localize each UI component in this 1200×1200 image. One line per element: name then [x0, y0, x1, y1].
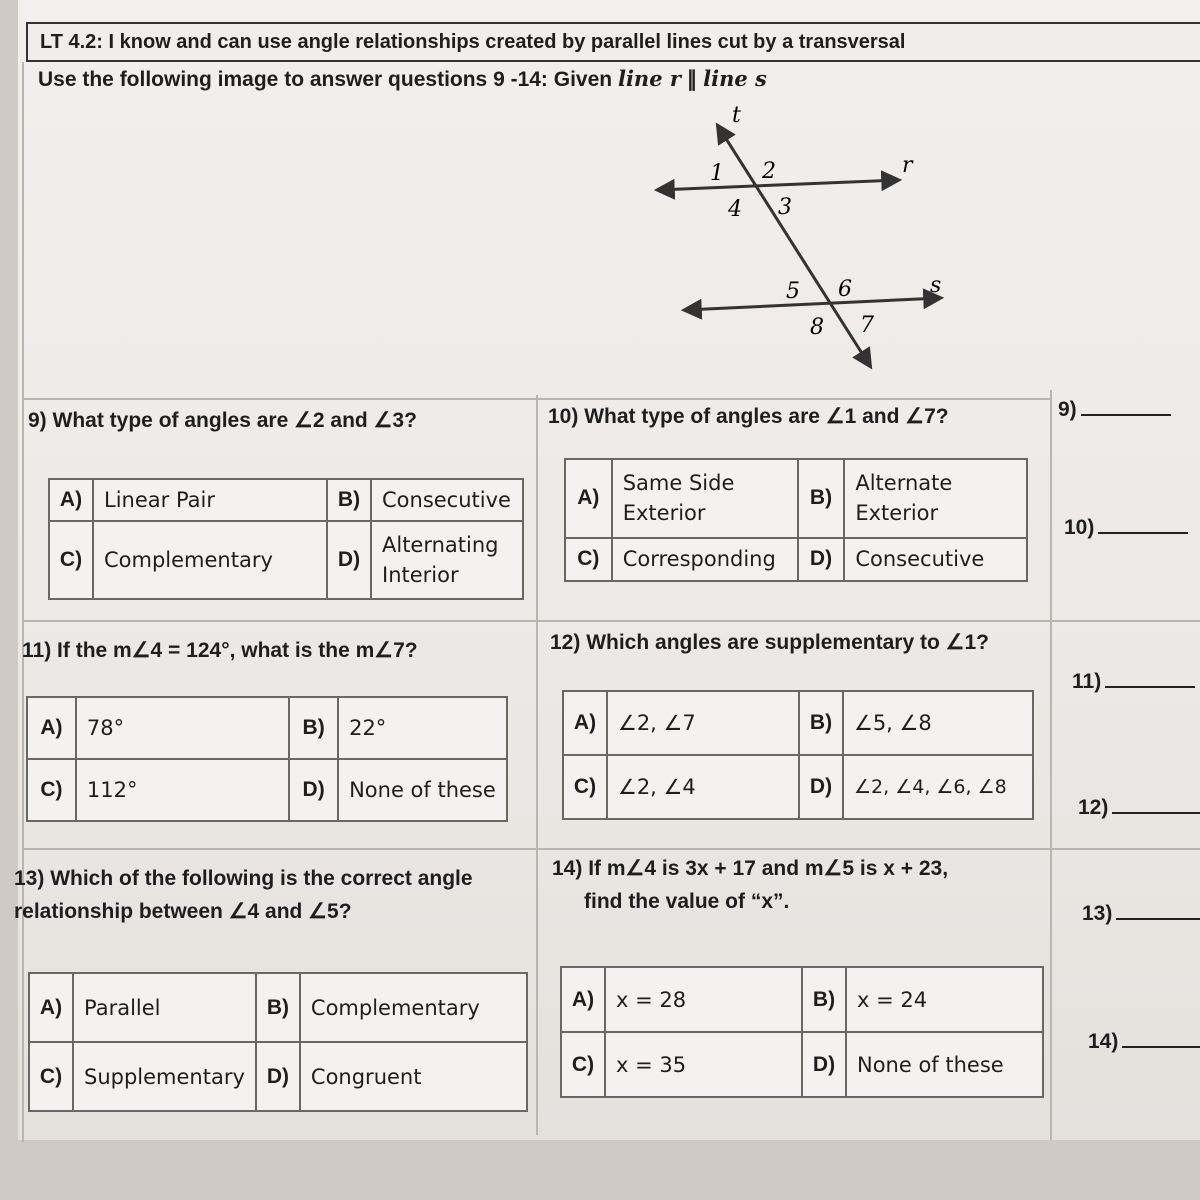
answer-line-12[interactable] [1112, 811, 1200, 814]
q11-choice-b-letter[interactable]: B) [289, 697, 338, 759]
q11-choice-c-letter[interactable]: C) [27, 759, 76, 821]
answer-blank-10[interactable] [1064, 516, 1188, 540]
q10-choice-d-letter[interactable]: D) [798, 538, 845, 581]
question-13 [14, 862, 473, 928]
answer-blank-13[interactable] [1082, 902, 1200, 926]
q14-choice-b-letter[interactable]: B) [802, 967, 846, 1032]
q11-choice-d-letter[interactable]: D) [289, 759, 338, 821]
answer-label-10: 10) [1064, 516, 1095, 539]
instructions [38, 62, 767, 96]
answer-line-11[interactable] [1105, 685, 1195, 688]
q10-choice-c[interactable]: Corresponding [612, 538, 798, 581]
question-13-number: 13) [14, 867, 45, 890]
angle-label-4: 4 [728, 197, 742, 222]
q12-choice-a-letter[interactable]: A) [563, 691, 607, 755]
answer-line-9[interactable] [1081, 413, 1171, 416]
angle-label-3: 3 [778, 195, 792, 220]
question-9-choices [48, 478, 524, 600]
line-r-text: line r [617, 66, 681, 91]
answer-label-14: 14) [1088, 1030, 1119, 1053]
q13-choice-a-letter[interactable]: A) [29, 973, 73, 1042]
q11-choice-d[interactable]: None of these [338, 759, 507, 821]
q12-choice-d-letter[interactable]: D) [799, 755, 843, 819]
q14-choice-d[interactable]: None of these [846, 1032, 1043, 1097]
q13-choice-d[interactable]: Congruent [300, 1042, 527, 1111]
question-13-choices [28, 972, 528, 1112]
question-14-number: 14) [552, 857, 583, 880]
q9-choice-a-letter[interactable]: A) [49, 479, 93, 521]
q10-choice-b-letter[interactable]: B) [798, 459, 845, 538]
question-14-text-line-2: find the value of “x”. [584, 890, 790, 913]
question-12-choices [562, 690, 1034, 820]
question-11-choices [26, 696, 508, 822]
question-10-text: What type of angles are ∠1 and ∠7? [584, 405, 949, 428]
q9-choice-b[interactable]: Consecutive [371, 479, 523, 521]
row-divider-2 [22, 620, 1200, 622]
q10-choice-a-letter[interactable]: A) [565, 459, 612, 538]
angle-label-5: 5 [786, 279, 800, 304]
answer-label-12: 12) [1078, 796, 1109, 819]
q14-choice-a-letter[interactable]: A) [561, 967, 605, 1032]
q12-choice-c-letter[interactable]: C) [563, 755, 607, 819]
q11-choice-a-letter[interactable]: A) [27, 697, 76, 759]
q14-choice-d-letter[interactable]: D) [802, 1032, 846, 1097]
q11-choice-b[interactable]: 22° [338, 697, 507, 759]
question-10 [548, 400, 949, 433]
instructions-prefix: Use the following image to answer questions 9 -14: Given [38, 68, 613, 91]
q13-choice-b[interactable]: Complementary [300, 973, 527, 1042]
answer-line-14[interactable] [1122, 1045, 1200, 1048]
q13-choice-c[interactable]: Supplementary [73, 1042, 256, 1111]
question-12 [550, 626, 989, 659]
q14-choice-c-letter[interactable]: C) [561, 1032, 605, 1097]
q12-choice-a[interactable]: ∠2, ∠7 [607, 691, 799, 755]
left-margin-line [22, 62, 24, 1142]
q9-choice-d[interactable]: Alternating Interior [371, 521, 523, 599]
q13-choice-a[interactable]: Parallel [73, 973, 256, 1042]
question-9-text: What type of angles are ∠2 and ∠3? [52, 409, 417, 432]
answer-line-13[interactable] [1116, 917, 1200, 920]
question-12-text: Which angles are supplementary to ∠1? [586, 631, 989, 654]
transversal-t [718, 126, 870, 366]
q14-choice-a[interactable]: x = 28 [605, 967, 802, 1032]
q9-choice-d-letter[interactable]: D) [327, 521, 371, 599]
line-s [685, 298, 940, 310]
parallel-symbol: ∥ [686, 68, 698, 91]
learning-target-banner [26, 22, 1200, 62]
q12-choice-c[interactable]: ∠2, ∠4 [607, 755, 799, 819]
answer-blank-11[interactable] [1072, 670, 1195, 694]
q9-choice-b-letter[interactable]: B) [327, 479, 371, 521]
question-12-number: 12) [550, 631, 581, 654]
question-13-text-line-1: Which of the following is the correct angle [50, 867, 473, 890]
q11-choice-c[interactable]: 112° [76, 759, 289, 821]
angle-label-7: 7 [860, 313, 874, 338]
q10-choice-c-letter[interactable]: C) [565, 538, 612, 581]
angle-label-2: 2 [762, 159, 776, 184]
parallel-lines-diagram [640, 98, 970, 388]
answer-blank-9[interactable] [1058, 398, 1171, 422]
q13-choice-d-letter[interactable]: D) [256, 1042, 300, 1111]
q9-choice-c-letter[interactable]: C) [49, 521, 93, 599]
answer-line-10[interactable] [1098, 531, 1188, 534]
q12-choice-d[interactable]: ∠2, ∠4, ∠6, ∠8 [843, 755, 1033, 819]
label-t: t [732, 103, 741, 128]
question-10-number: 10) [548, 405, 579, 428]
column-divider [536, 395, 538, 1135]
angle-label-1: 1 [710, 161, 724, 186]
learning-target-text: LT 4.2: I know and can use angle relationships created by parallel lines cut by a transversal [40, 31, 906, 53]
q10-choice-a[interactable]: Same Side Exterior [612, 459, 798, 538]
question-10-choices [564, 458, 1028, 582]
answer-label-9: 9) [1058, 398, 1077, 421]
label-r: r [902, 153, 913, 178]
answer-blank-12[interactable] [1078, 796, 1200, 820]
angle-label-6: 6 [838, 277, 852, 302]
question-14 [552, 852, 948, 918]
line-s-text: line s [703, 66, 767, 91]
angle-label-8: 8 [810, 315, 824, 340]
answer-label-11: 11) [1072, 670, 1102, 693]
question-9-number: 9) [28, 409, 47, 432]
question-11 [22, 634, 418, 667]
q13-choice-b-letter[interactable]: B) [256, 973, 300, 1042]
row-divider-3 [22, 848, 1200, 850]
q11-choice-a[interactable]: 78° [76, 697, 289, 759]
q10-choice-d[interactable]: Consecutive [844, 538, 1027, 581]
q14-choice-b[interactable]: x = 24 [846, 967, 1043, 1032]
q12-choice-b-letter[interactable]: B) [799, 691, 843, 755]
question-11-text: If the m∠4 = 124°, what is the m∠7? [57, 639, 418, 662]
q13-choice-c-letter[interactable]: C) [29, 1042, 73, 1111]
question-11-number: 11) [22, 639, 52, 662]
question-9 [28, 404, 417, 437]
q9-choice-a[interactable]: Linear Pair [93, 479, 327, 521]
q9-choice-c[interactable]: Complementary [93, 521, 327, 599]
q10-choice-b[interactable]: Alternate Exterior [844, 459, 1027, 538]
line-r [658, 180, 898, 190]
answer-column-divider [1050, 390, 1052, 1140]
question-14-choices [560, 966, 1044, 1098]
question-14-text-line-1: If m∠4 is 3x + 17 and m∠5 is x + 23, [588, 857, 949, 880]
label-s: s [930, 273, 942, 298]
q12-choice-b[interactable]: ∠5, ∠8 [843, 691, 1033, 755]
question-13-text-line-2: relationship between ∠4 and ∠5? [14, 900, 352, 923]
q14-choice-c[interactable]: x = 35 [605, 1032, 802, 1097]
answer-label-13: 13) [1082, 902, 1113, 925]
answer-blank-14[interactable] [1088, 1030, 1200, 1054]
